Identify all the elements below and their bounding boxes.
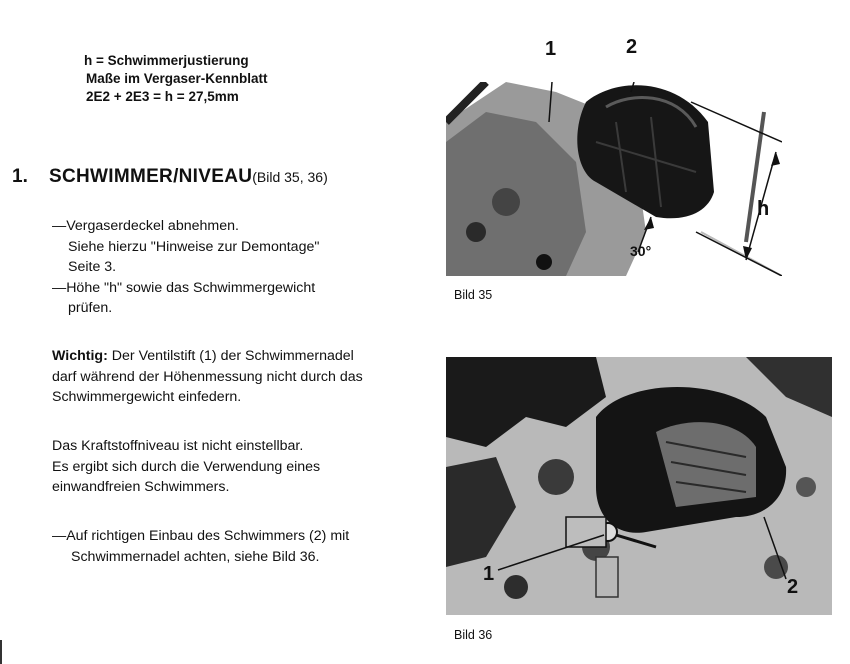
important-line-2: darf während der Höhenmessung nicht durch das	[52, 368, 363, 385]
section-heading	[12, 166, 328, 188]
figure-35-label-h: h	[757, 198, 770, 220]
install-step	[52, 526, 349, 567]
step-list	[52, 216, 319, 319]
step-2-line-2: prüfen.	[68, 300, 113, 316]
figure-36-illustration	[446, 357, 832, 615]
section-figure-ref: (Bild 35, 36)	[252, 169, 328, 185]
level-line-1: Das Kraftstoffniveau ist nicht einstellbar.	[52, 438, 304, 454]
step-1-line-3: Seite 3.	[68, 259, 117, 275]
important-label: Wichtig:	[52, 348, 108, 364]
figure-35-label-2: 2	[626, 36, 638, 58]
step-2-line-1: —Höhe "h" sowie das Schwimmergewicht	[52, 279, 316, 296]
figure-36-photo	[446, 357, 832, 615]
figure-35-angle-label: 30°	[630, 243, 652, 259]
figure-35-photo	[446, 82, 782, 276]
page-edge-mark	[0, 640, 2, 664]
float-adjustment-note	[84, 52, 268, 106]
figure-36-label-2: 2	[787, 576, 799, 598]
figure-35-caption: Bild 35	[454, 288, 493, 302]
important-line-1: Der Ventilstift (1) der Schwimmernadel	[107, 348, 354, 364]
figure-36-caption: Bild 36	[454, 628, 493, 642]
section-number: 1.	[12, 166, 28, 187]
note-line-1: h = Schwimmerjustierung	[84, 53, 249, 68]
level-line-2: Es ergibt sich durch die Verwendung eines	[52, 458, 321, 475]
level-line-3: einwandfreien Schwimmers.	[52, 479, 230, 495]
figure-35-illustration	[446, 82, 782, 276]
note-line-3: 2E2 + 2E3 = h = 27,5mm	[86, 89, 239, 104]
install-line-1: —Auf richtigen Einbau des Schwimmers (2) mit	[52, 528, 350, 544]
step-1-line-2: Siehe hierzu "Hinweise zur Demontage"	[68, 238, 320, 255]
important-line-3: Schwimmergewicht einfedern.	[52, 389, 242, 405]
figure-36-label-1: 1	[483, 563, 495, 585]
figure-35-label-1: 1	[545, 38, 557, 60]
note-line-2: Maße im Vergaser-Kennblatt	[86, 71, 268, 86]
install-line-2: Schwimmernadel achten, siehe Bild 36.	[71, 548, 320, 565]
section-title: SCHWIMMER/NIVEAU	[49, 166, 253, 187]
step-1-line-1: —Vergaserdeckel abnehmen.	[52, 218, 239, 234]
important-paragraph	[52, 346, 363, 408]
fuel-level-paragraph	[52, 436, 320, 498]
